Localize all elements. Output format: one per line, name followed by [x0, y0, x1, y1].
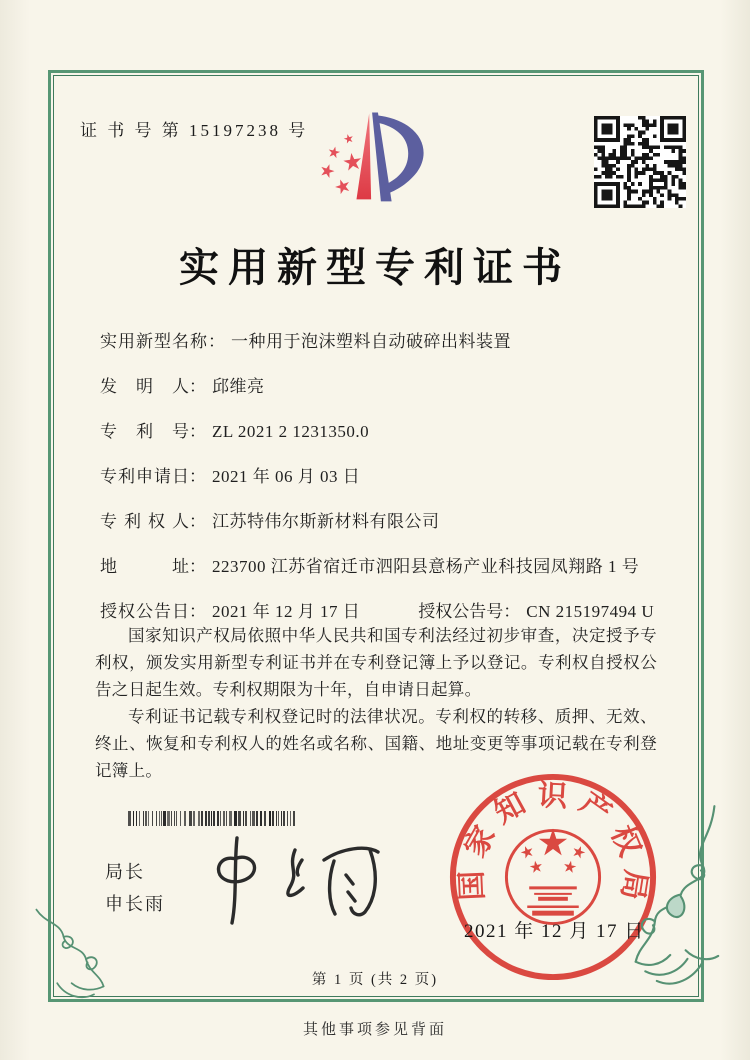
- field-value: 江苏特伟尔斯新材料有限公司: [212, 512, 440, 531]
- cnipa-logo-icon: [296, 94, 456, 216]
- field-label: 实用新型名称: [100, 332, 208, 351]
- field-grant-date-and-number: 授权公告日： 2021 年 12 月 17 日 授权公告号： CN 215197494 U: [100, 598, 692, 626]
- field-utility-model-name: 实用新型名称： 一种用于泡沫塑料自动破碎出料装置: [100, 328, 692, 356]
- field-label: 专利权人: [100, 512, 189, 531]
- legal-text: [95, 622, 657, 784]
- grant-number-value: CN 215197494 U: [526, 602, 655, 621]
- back-side-note: 其他事项参见背面: [302, 1022, 447, 1038]
- field-value: 223700 江苏省宿迁市泗阳县意杨产业科技园凤翔路 1 号: [212, 557, 640, 576]
- signature-handwriting-icon: [196, 830, 406, 930]
- barcode: [128, 811, 296, 826]
- legal-paragraph-1: 国家知识产权局依照中华人民共和国专利法经过初步审查，决定授予专利权，颁发实用新型专利证书并在专利登记簿上予以登记。专利权自授权公告之日起生效。专利权期限为十年，自申请日起算。: [95, 626, 657, 699]
- field-value: 2021 年 06 月 03 日: [212, 467, 361, 486]
- certificate-number: 证 书 号 第 15197238 号: [80, 121, 309, 140]
- field-patent-number: 专利号： ZL 2021 2 1231350.0: [100, 418, 692, 446]
- field-value: ZL 2021 2 1231350.0: [212, 422, 370, 441]
- logo-stars: [319, 133, 363, 195]
- field-patentee: 专利权人： 江苏特伟尔斯新材料有限公司: [100, 508, 692, 536]
- grant-number-label: 授权公告号: [418, 602, 504, 621]
- seal-arc-text: 国家知识产权局: [455, 779, 652, 912]
- national-emblem-icon: [506, 830, 599, 923]
- legal-paragraph-2: 专利证书记载专利权登记时的法律状况。专利权的转移、质押、无效、终止、恢复和专利权人的姓名或名称、国籍、地址变更等事项记载在专利登记簿上。: [95, 707, 657, 780]
- field-list: [100, 328, 692, 626]
- certificate-title: 实用新型专利证书: [179, 245, 571, 290]
- field-address: 地址： 223700 江苏省宿迁市泗阳县意杨产业科技园凤翔路 1 号: [100, 553, 692, 581]
- field-label: 专利号: [100, 422, 189, 441]
- field-label: 地址: [100, 557, 189, 576]
- qr-code: [594, 116, 686, 208]
- field-label: 专利申请日: [100, 467, 189, 486]
- director-name: 申长雨: [105, 894, 165, 914]
- logo-p-shape: [372, 113, 424, 202]
- field-value: 一种用于泡沫塑料自动破碎出料装置: [231, 332, 511, 351]
- logo-wedge: [356, 114, 371, 200]
- director-title: 局长: [105, 862, 145, 882]
- seal-date: 2021 年 12 月 17 日: [464, 921, 645, 942]
- director-block: [105, 856, 165, 920]
- page-number: 第 1 页 (共 2 页): [311, 972, 439, 988]
- field-label: 发明人: [100, 377, 189, 396]
- field-filing-date: 专利申请日： 2021 年 06 月 03 日: [100, 463, 692, 491]
- field-value: 2021 年 12 月 17 日: [212, 602, 361, 621]
- field-value: 邱维亮: [212, 377, 265, 396]
- field-label: 授权公告日: [100, 602, 189, 621]
- field-inventor: 发明人： 邱维亮: [100, 373, 692, 401]
- official-seal: [444, 768, 662, 986]
